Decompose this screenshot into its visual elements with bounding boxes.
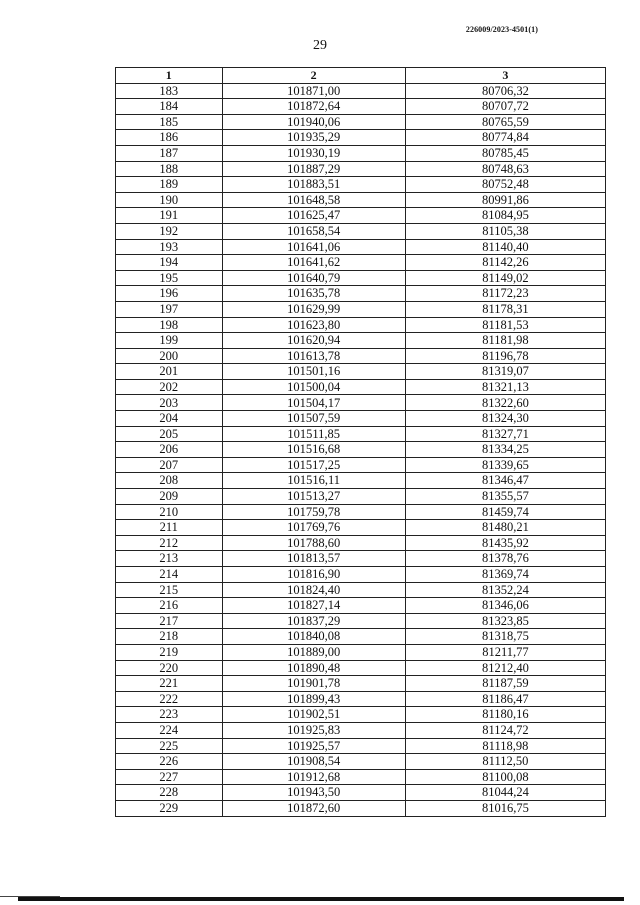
point-number-cell: 188 bbox=[116, 161, 223, 177]
table-row bbox=[116, 333, 606, 349]
point-number-cell: 190 bbox=[116, 192, 223, 208]
x-coordinate-cell: 101901,78 bbox=[222, 676, 405, 692]
point-number-cell: 207 bbox=[116, 457, 223, 473]
table-row bbox=[116, 738, 606, 754]
x-coordinate-cell: 101872,64 bbox=[222, 99, 405, 115]
point-number-cell: 220 bbox=[116, 660, 223, 676]
y-coordinate-cell: 81084,95 bbox=[405, 208, 605, 224]
y-coordinate-cell: 81318,75 bbox=[405, 629, 605, 645]
x-coordinate-cell: 101641,06 bbox=[222, 239, 405, 255]
point-number-cell: 221 bbox=[116, 676, 223, 692]
x-coordinate-cell: 101872,60 bbox=[222, 800, 405, 816]
document-id: 226009/2023-4501(1) bbox=[465, 25, 538, 34]
table-row bbox=[116, 473, 606, 489]
x-coordinate-cell: 101504,17 bbox=[222, 395, 405, 411]
table-row bbox=[116, 270, 606, 286]
x-coordinate-cell: 101840,08 bbox=[222, 629, 405, 645]
column-header-2: 2 bbox=[222, 68, 405, 84]
point-number-cell: 209 bbox=[116, 489, 223, 505]
point-number-cell: 200 bbox=[116, 348, 223, 364]
y-coordinate-cell: 81044,24 bbox=[405, 785, 605, 801]
x-coordinate-cell: 101769,76 bbox=[222, 520, 405, 536]
table-row bbox=[116, 286, 606, 302]
table-row bbox=[116, 177, 606, 193]
y-coordinate-cell: 81322,60 bbox=[405, 395, 605, 411]
y-coordinate-cell: 81459,74 bbox=[405, 504, 605, 520]
x-coordinate-cell: 101513,27 bbox=[222, 489, 405, 505]
x-coordinate-cell: 101925,83 bbox=[222, 722, 405, 738]
table-row bbox=[116, 161, 606, 177]
point-number-cell: 218 bbox=[116, 629, 223, 645]
table-row bbox=[116, 722, 606, 738]
table-row bbox=[116, 582, 606, 598]
point-number-cell: 210 bbox=[116, 504, 223, 520]
point-number-cell: 213 bbox=[116, 551, 223, 567]
y-coordinate-cell: 81212,40 bbox=[405, 660, 605, 676]
table-row bbox=[116, 489, 606, 505]
table-row bbox=[116, 426, 606, 442]
y-coordinate-cell: 80707,72 bbox=[405, 99, 605, 115]
y-coordinate-cell: 81142,26 bbox=[405, 255, 605, 271]
y-coordinate-cell: 81181,53 bbox=[405, 317, 605, 333]
y-coordinate-cell: 81180,16 bbox=[405, 707, 605, 723]
point-number-cell: 224 bbox=[116, 722, 223, 738]
table-row bbox=[116, 130, 606, 146]
point-number-cell: 192 bbox=[116, 223, 223, 239]
table-row bbox=[116, 707, 606, 723]
x-coordinate-cell: 101935,29 bbox=[222, 130, 405, 146]
table-row bbox=[116, 567, 606, 583]
point-number-cell: 198 bbox=[116, 317, 223, 333]
y-coordinate-cell: 81016,75 bbox=[405, 800, 605, 816]
point-number-cell: 197 bbox=[116, 301, 223, 317]
point-number-cell: 222 bbox=[116, 691, 223, 707]
table-row bbox=[116, 99, 606, 115]
point-number-cell: 183 bbox=[116, 83, 223, 99]
point-number-cell: 228 bbox=[116, 785, 223, 801]
point-number-cell: 225 bbox=[116, 738, 223, 754]
table-row bbox=[116, 114, 606, 130]
table-row bbox=[116, 411, 606, 427]
table-row bbox=[116, 551, 606, 567]
point-number-cell: 201 bbox=[116, 364, 223, 380]
x-coordinate-cell: 101620,94 bbox=[222, 333, 405, 349]
point-number-cell: 214 bbox=[116, 567, 223, 583]
coordinates-table bbox=[115, 67, 606, 817]
x-coordinate-cell: 101943,50 bbox=[222, 785, 405, 801]
table-row bbox=[116, 192, 606, 208]
column-header-1: 1 bbox=[116, 68, 223, 84]
x-coordinate-cell: 101648,58 bbox=[222, 192, 405, 208]
x-coordinate-cell: 101635,78 bbox=[222, 286, 405, 302]
table-row bbox=[116, 629, 606, 645]
point-number-cell: 187 bbox=[116, 145, 223, 161]
y-coordinate-cell: 80765,59 bbox=[405, 114, 605, 130]
y-coordinate-cell: 80752,48 bbox=[405, 177, 605, 193]
x-coordinate-cell: 101516,11 bbox=[222, 473, 405, 489]
table-row bbox=[116, 239, 606, 255]
y-coordinate-cell: 81211,77 bbox=[405, 644, 605, 660]
x-coordinate-cell: 101883,51 bbox=[222, 177, 405, 193]
x-coordinate-cell: 101759,78 bbox=[222, 504, 405, 520]
footer-rule bbox=[18, 897, 624, 901]
y-coordinate-cell: 81187,59 bbox=[405, 676, 605, 692]
x-coordinate-cell: 101658,54 bbox=[222, 223, 405, 239]
point-number-cell: 205 bbox=[116, 426, 223, 442]
y-coordinate-cell: 81321,13 bbox=[405, 379, 605, 395]
y-coordinate-cell: 81327,71 bbox=[405, 426, 605, 442]
point-number-cell: 227 bbox=[116, 769, 223, 785]
y-coordinate-cell: 81378,76 bbox=[405, 551, 605, 567]
y-coordinate-cell: 81323,85 bbox=[405, 613, 605, 629]
x-coordinate-cell: 101837,29 bbox=[222, 613, 405, 629]
x-coordinate-cell: 101890,48 bbox=[222, 660, 405, 676]
x-coordinate-cell: 101813,57 bbox=[222, 551, 405, 567]
table-row bbox=[116, 535, 606, 551]
point-number-cell: 217 bbox=[116, 613, 223, 629]
y-coordinate-cell: 81196,78 bbox=[405, 348, 605, 364]
y-coordinate-cell: 81480,21 bbox=[405, 520, 605, 536]
y-coordinate-cell: 80748,63 bbox=[405, 161, 605, 177]
x-coordinate-cell: 101500,04 bbox=[222, 379, 405, 395]
y-coordinate-cell: 81319,07 bbox=[405, 364, 605, 380]
x-coordinate-cell: 101827,14 bbox=[222, 598, 405, 614]
table-row bbox=[116, 317, 606, 333]
point-number-cell: 202 bbox=[116, 379, 223, 395]
y-coordinate-cell: 81149,02 bbox=[405, 270, 605, 286]
table-row bbox=[116, 660, 606, 676]
x-coordinate-cell: 101511,85 bbox=[222, 426, 405, 442]
y-coordinate-cell: 81334,25 bbox=[405, 442, 605, 458]
point-number-cell: 229 bbox=[116, 800, 223, 816]
x-coordinate-cell: 101824,40 bbox=[222, 582, 405, 598]
page-number: 29 bbox=[313, 38, 327, 53]
table-row bbox=[116, 769, 606, 785]
y-coordinate-cell: 80785,45 bbox=[405, 145, 605, 161]
y-coordinate-cell: 81178,31 bbox=[405, 301, 605, 317]
y-coordinate-cell: 80706,32 bbox=[405, 83, 605, 99]
table-row bbox=[116, 644, 606, 660]
column-header-3: 3 bbox=[405, 68, 605, 84]
point-number-cell: 189 bbox=[116, 177, 223, 193]
x-coordinate-cell: 101925,57 bbox=[222, 738, 405, 754]
table-row bbox=[116, 395, 606, 411]
y-coordinate-cell: 81181,98 bbox=[405, 333, 605, 349]
y-coordinate-cell: 81140,40 bbox=[405, 239, 605, 255]
x-coordinate-cell: 101930,19 bbox=[222, 145, 405, 161]
y-coordinate-cell: 81105,38 bbox=[405, 223, 605, 239]
point-number-cell: 194 bbox=[116, 255, 223, 271]
x-coordinate-cell: 101816,90 bbox=[222, 567, 405, 583]
point-number-cell: 208 bbox=[116, 473, 223, 489]
point-number-cell: 191 bbox=[116, 208, 223, 224]
point-number-cell: 186 bbox=[116, 130, 223, 146]
point-number-cell: 199 bbox=[116, 333, 223, 349]
table-header-row bbox=[116, 68, 606, 84]
table-row bbox=[116, 208, 606, 224]
x-coordinate-cell: 101871,00 bbox=[222, 83, 405, 99]
table-row bbox=[116, 348, 606, 364]
point-number-cell: 216 bbox=[116, 598, 223, 614]
y-coordinate-cell: 81124,72 bbox=[405, 722, 605, 738]
point-number-cell: 206 bbox=[116, 442, 223, 458]
table-row bbox=[116, 379, 606, 395]
table-row bbox=[116, 223, 606, 239]
x-coordinate-cell: 101625,47 bbox=[222, 208, 405, 224]
point-number-cell: 196 bbox=[116, 286, 223, 302]
y-coordinate-cell: 81112,50 bbox=[405, 754, 605, 770]
y-coordinate-cell: 81186,47 bbox=[405, 691, 605, 707]
x-coordinate-cell: 101887,29 bbox=[222, 161, 405, 177]
table-row bbox=[116, 442, 606, 458]
y-coordinate-cell: 81100,08 bbox=[405, 769, 605, 785]
x-coordinate-cell: 101899,43 bbox=[222, 691, 405, 707]
point-number-cell: 184 bbox=[116, 99, 223, 115]
y-coordinate-cell: 81172,23 bbox=[405, 286, 605, 302]
point-number-cell: 195 bbox=[116, 270, 223, 286]
point-number-cell: 223 bbox=[116, 707, 223, 723]
y-coordinate-cell: 81369,74 bbox=[405, 567, 605, 583]
point-number-cell: 204 bbox=[116, 411, 223, 427]
x-coordinate-cell: 101629,99 bbox=[222, 301, 405, 317]
table-row bbox=[116, 800, 606, 816]
table-row bbox=[116, 255, 606, 271]
x-coordinate-cell: 101623,80 bbox=[222, 317, 405, 333]
table-row bbox=[116, 364, 606, 380]
table-row bbox=[116, 754, 606, 770]
y-coordinate-cell: 80774,84 bbox=[405, 130, 605, 146]
table-row bbox=[116, 520, 606, 536]
y-coordinate-cell: 81355,57 bbox=[405, 489, 605, 505]
x-coordinate-cell: 101501,16 bbox=[222, 364, 405, 380]
y-coordinate-cell: 80991,86 bbox=[405, 192, 605, 208]
x-coordinate-cell: 101613,78 bbox=[222, 348, 405, 364]
table-row bbox=[116, 83, 606, 99]
x-coordinate-cell: 101788,60 bbox=[222, 535, 405, 551]
table-row bbox=[116, 598, 606, 614]
x-coordinate-cell: 101516,68 bbox=[222, 442, 405, 458]
point-number-cell: 203 bbox=[116, 395, 223, 411]
y-coordinate-cell: 81352,24 bbox=[405, 582, 605, 598]
y-coordinate-cell: 81339,65 bbox=[405, 457, 605, 473]
x-coordinate-cell: 101908,54 bbox=[222, 754, 405, 770]
y-coordinate-cell: 81118,98 bbox=[405, 738, 605, 754]
y-coordinate-cell: 81435,92 bbox=[405, 535, 605, 551]
table-row bbox=[116, 691, 606, 707]
table-row bbox=[116, 145, 606, 161]
point-number-cell: 226 bbox=[116, 754, 223, 770]
x-coordinate-cell: 101889,00 bbox=[222, 644, 405, 660]
x-coordinate-cell: 101640,79 bbox=[222, 270, 405, 286]
point-number-cell: 219 bbox=[116, 644, 223, 660]
x-coordinate-cell: 101940,06 bbox=[222, 114, 405, 130]
x-coordinate-cell: 101641,62 bbox=[222, 255, 405, 271]
y-coordinate-cell: 81346,06 bbox=[405, 598, 605, 614]
table-body bbox=[116, 83, 606, 816]
point-number-cell: 211 bbox=[116, 520, 223, 536]
x-coordinate-cell: 101912,68 bbox=[222, 769, 405, 785]
point-number-cell: 193 bbox=[116, 239, 223, 255]
y-coordinate-cell: 81324,30 bbox=[405, 411, 605, 427]
point-number-cell: 185 bbox=[116, 114, 223, 130]
table-row bbox=[116, 785, 606, 801]
x-coordinate-cell: 101902,51 bbox=[222, 707, 405, 723]
x-coordinate-cell: 101507,59 bbox=[222, 411, 405, 427]
table-row bbox=[116, 301, 606, 317]
x-coordinate-cell: 101517,25 bbox=[222, 457, 405, 473]
table-row bbox=[116, 676, 606, 692]
table-row bbox=[116, 613, 606, 629]
point-number-cell: 212 bbox=[116, 535, 223, 551]
table-row bbox=[116, 504, 606, 520]
y-coordinate-cell: 81346,47 bbox=[405, 473, 605, 489]
point-number-cell: 215 bbox=[116, 582, 223, 598]
table-row bbox=[116, 457, 606, 473]
